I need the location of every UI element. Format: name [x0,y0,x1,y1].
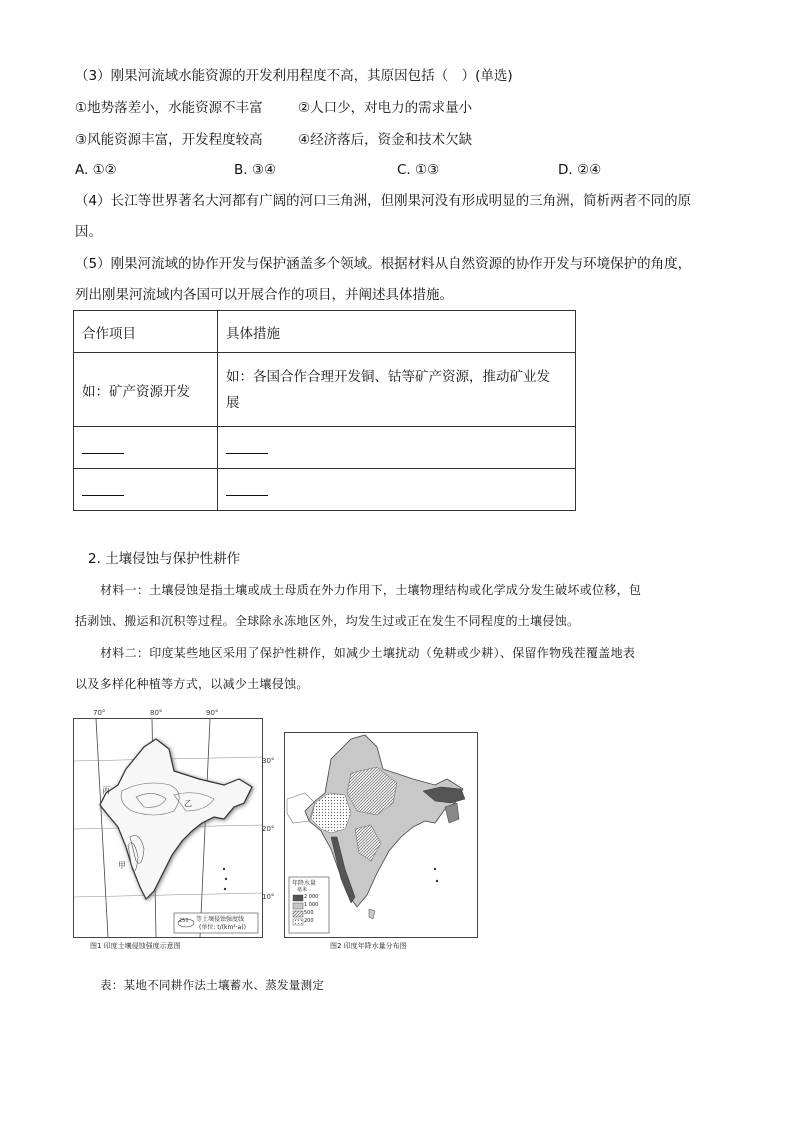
cooperation-table [73,310,576,511]
q4-line-2: 因。 [75,224,102,240]
header-project: 合作项目 [74,311,218,353]
legend-precip-2000: 2 000 [304,894,319,900]
legend-precip-title: 年降水量 [292,880,317,887]
table-caption: 表：某地不同耕作法土壤蓄水、蒸发量测定 [100,978,325,992]
q3-option-1: ①地势落差小，水能资源不丰富 [75,100,263,116]
example-measure [218,353,576,427]
q3-choice-b[interactable]: B. ③④ [234,162,277,178]
lat-label-30: 30° [262,757,275,765]
legend-precip-500: 500 [304,910,314,916]
example-measure-line-2: 展 [226,394,240,411]
q4-line-1: （4）长江等世界著名大河都有广阔的河口三角洲，但刚果河没有形成明显的三角洲，简析两者不同的原 [75,193,692,209]
q3-choice-a[interactable]: A. ①② [75,162,117,178]
header-measure: 具体措施 [218,311,576,353]
lon-label-80: 80° [150,709,163,717]
figure-1-caption: 图1 印度土壤侵蚀强度示意图 [90,942,181,950]
figure-2-caption: 图2 印度年降水量分布图 [330,942,407,950]
place-label-yi: 乙 [184,799,192,808]
place-label-jia: 甲 [118,861,126,870]
legend-isoline-unit: (单位: t/(km²·a)) [199,924,246,931]
legend-precip-1000: 1 000 [304,902,319,908]
lon-label-70: 70° [93,709,106,717]
lat-label-20: 20° [262,825,275,833]
q3-stem: （3）刚果河流域水能资源的开发利用程度不高，其原因包括（ ）(单选) [75,68,513,84]
legend-precip-unit: 毫米 [297,887,308,893]
material-1-line-2: 括剥蚀、搬运和沉积等过程。全球除永冻地区外，均发生过或正在发生不同程度的土壤侵蚀。 [75,614,580,628]
answer-measure-blank-1[interactable] [218,427,576,469]
erosion-map-svg [74,719,262,937]
legend-isoline-value: 250 [179,918,189,924]
material-2-line-2: 以及多样化种植等方式，以减少土壤侵蚀。 [75,677,309,691]
example-measure-line-1: 如：各国合作合理开发铜、钴等矿产资源，推动矿业发 [226,368,550,385]
erosion-map [73,718,263,938]
example-project: 如：矿产资源开发 [74,353,218,427]
q3-option-2: ②人口少，对电力的需求量小 [298,100,473,116]
answer-project-blank-2[interactable] [74,469,218,511]
place-label-bing: 丙 [102,786,110,795]
q5-line-2: 列出刚果河流域内各国可以开展合作的项目，并阐述具体措施。 [75,287,453,303]
q5-line-1: （5）刚果河流域的协作开发与保护涵盖多个领域。根据材料从自然资源的协作开发与环境保护的角度， [75,256,692,272]
lon-label-90: 90° [206,709,219,717]
legend-isoline-label: 等土壤侵蚀强度线 [196,916,245,923]
q2-title: 2. 土壤侵蚀与保护性耕作 [88,551,241,567]
answer-measure-blank-2[interactable] [218,469,576,511]
q3-option-3: ③风能资源丰富，开发程度较高 [75,132,263,148]
q3-option-4: ④经济落后，资金和技术欠缺 [298,132,473,148]
q3-choice-d[interactable]: D. ②④ [558,162,602,178]
material-2-line-1: 材料二：印度某些地区采用了保护性耕作，如减少土壤扰动（免耕或少耕）、保留作物残茬覆盖地表 [100,646,636,660]
answer-project-blank-1[interactable] [74,427,218,469]
lat-label-10: 10° [262,893,275,901]
material-1-line-1: 材料一：土壤侵蚀是指土壤或成土母质在外力作用下，土壤物理结构或化学成分发生破坏或位移，包 [100,583,642,597]
legend-precip-200: 200 [304,918,314,924]
q3-choice-c[interactable]: C. ①③ [397,162,440,178]
